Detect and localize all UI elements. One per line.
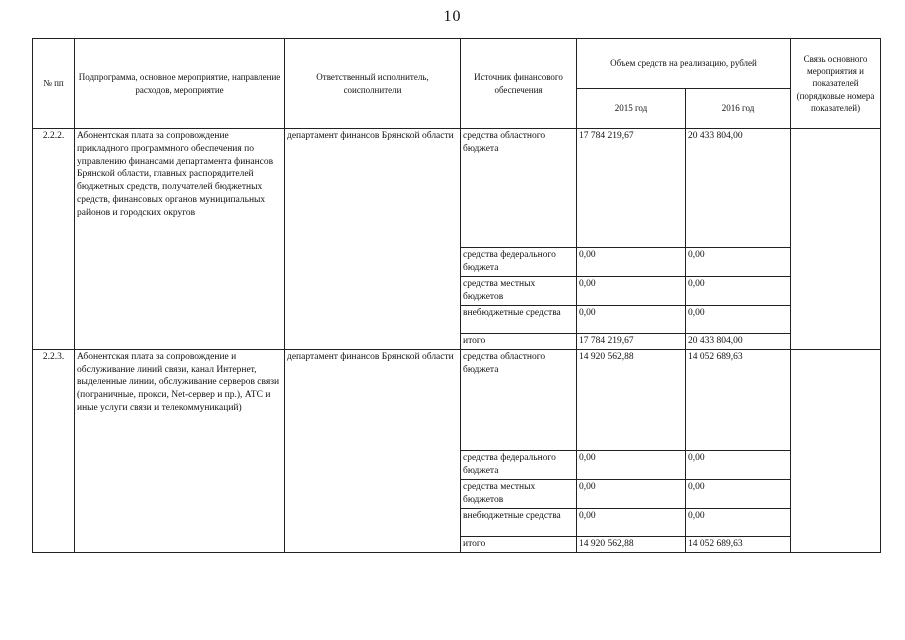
source-name: средства федерального бюджета <box>461 450 577 479</box>
source-name: средства местных бюджетов <box>461 479 577 508</box>
source-name: внебюджетные средства <box>461 508 577 536</box>
total-label: итого <box>461 334 577 350</box>
source-name: средства федерального бюджета <box>461 248 577 277</box>
budget-table <box>32 38 881 553</box>
header-link: Связь основного мероприятия и показателей (порядковые номера показателей) <box>791 39 881 129</box>
value-2016: 0,00 <box>686 277 791 306</box>
value-2016: 20 433 804,00 <box>686 129 791 248</box>
table-row <box>33 129 881 248</box>
page-number: 10 <box>443 8 462 25</box>
total-label: итого <box>461 536 577 552</box>
source-name: внебюджетные средства <box>461 306 577 334</box>
value-2015: 0,00 <box>577 508 686 536</box>
row-name: Абонентская плата за сопровождение прикладного программного обеспечения по управлению финансами департамента финансов Брянской области, главных распорядителей бюджетных средств, получателей бюджетных средств, финансовых органов муниципальных районов и городских округов <box>75 129 285 350</box>
value-2016: 0,00 <box>686 450 791 479</box>
row-executor: департамент финансов Брянской области <box>285 129 461 350</box>
value-2015: 0,00 <box>577 306 686 334</box>
header-year-2015: 2015 год <box>577 89 686 129</box>
source-name: средства областного бюджета <box>461 349 577 450</box>
source-name: средства областного бюджета <box>461 129 577 248</box>
value-2015: 0,00 <box>577 479 686 508</box>
header-year-2016: 2016 год <box>686 89 791 129</box>
total-2015: 17 784 219,67 <box>577 334 686 350</box>
total-2016: 20 433 804,00 <box>686 334 791 350</box>
value-2015: 0,00 <box>577 277 686 306</box>
source-name: средства местных бюджетов <box>461 277 577 306</box>
value-2015: 17 784 219,67 <box>577 129 686 248</box>
row-name: Абонентская плата за сопровождение и обслуживание линий связи, канал Интернет, выделенные линии, обслуживание серверов связи (пограничные, прокси, Net-сервер и пр.), АТС и иные услуги связи и телекоммуникаций) <box>75 349 285 552</box>
total-2015: 14 920 562,88 <box>577 536 686 552</box>
header-number: № пп <box>33 39 75 129</box>
value-2016: 0,00 <box>686 508 791 536</box>
value-2016: 14 052 689,63 <box>686 349 791 450</box>
row-link <box>791 349 881 552</box>
value-2015: 0,00 <box>577 248 686 277</box>
row-number: 2.2.3. <box>33 349 75 552</box>
value-2016: 0,00 <box>686 306 791 334</box>
table-row <box>33 349 881 450</box>
header-executor: Ответственный исполнитель, соисполнители <box>285 39 461 129</box>
value-2015: 14 920 562,88 <box>577 349 686 450</box>
value-2015: 0,00 <box>577 450 686 479</box>
row-link <box>791 129 881 350</box>
header-source: Источник финансового обеспечения <box>461 39 577 129</box>
header-subprogram: Подпрограмма, основное мероприятие, направление расходов, мероприятие <box>75 39 285 129</box>
row-number: 2.2.2. <box>33 129 75 350</box>
row-executor: департамент финансов Брянской области <box>285 349 461 552</box>
value-2016: 0,00 <box>686 248 791 277</box>
header-volume: Объем средств на реализацию, рублей <box>577 39 791 89</box>
value-2016: 0,00 <box>686 479 791 508</box>
total-2016: 14 052 689,63 <box>686 536 791 552</box>
